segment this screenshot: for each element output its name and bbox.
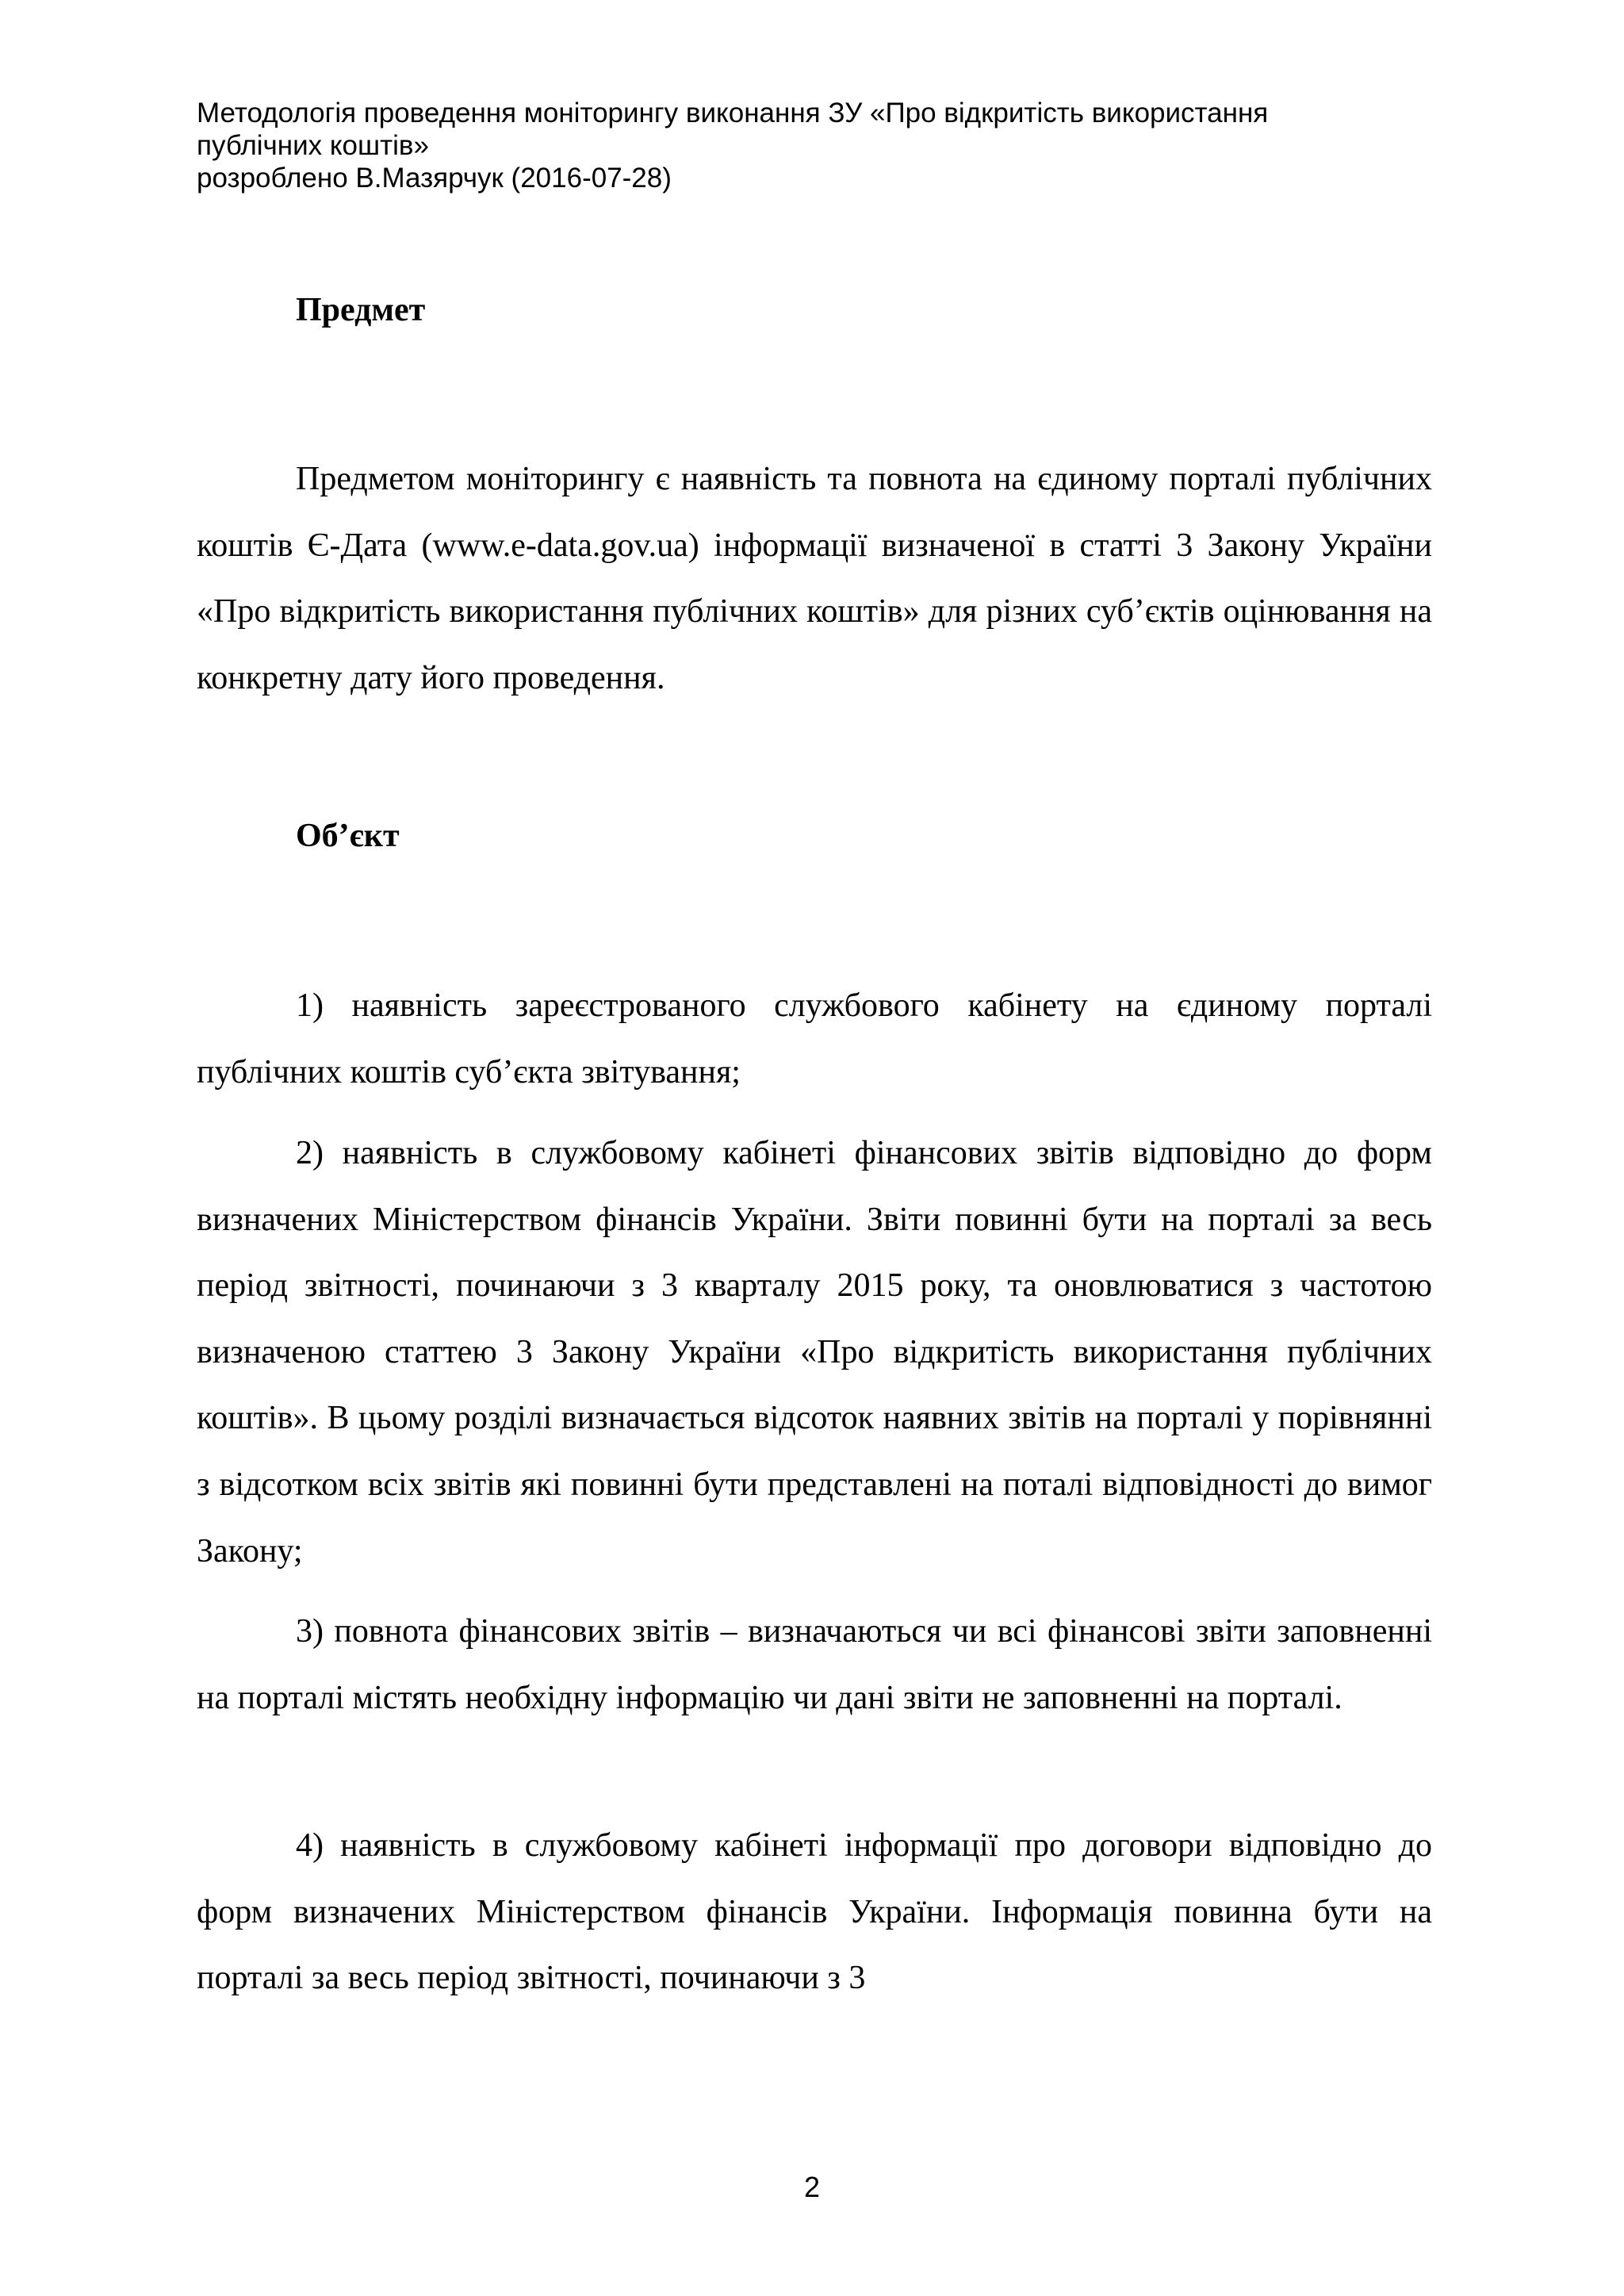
section-title-object: Об’єкт xyxy=(296,818,400,854)
header-line-2: публічних коштів» xyxy=(197,130,429,161)
header-line-3: розроблено В.Мазярчук (2016-07-28) xyxy=(197,163,672,194)
object-list-item-2: 2) наявність в службовому кабінеті фінансових звітів відповідно до форм визначених Міністерством фінансів України. Звіти повинні бути на порталі за весь період звітності, починаючи з 3 кварталу 2015 року, та оновлюватися з частотою визначеною статтею 3 Закону України «Про відкритість використання публічних коштів». В цьому розділі визначається відсоток наявних звітів на порталі у порівнянні з відсотком всіх звітів які повинні бути представлені на поталі відповідності до вимог Закону; xyxy=(197,1135,1432,1570)
document-header xyxy=(197,97,1434,194)
object-list-item-1: 1) наявність зареєстрованого службового кабінету на єдиному порталі публічних коштів суб’єкта звітування; xyxy=(197,987,1432,1091)
paragraph-subject: Предметом моніторингу є наявність та повнота на єдиному порталі публічних коштів Є-Дата (www.e-data.gov.ua) інформації визначеної в статті 3 Закону України «Про відкритість використання публічних коштів» для різних суб’єктів оцінювання на конкретну дату його проведення. xyxy=(197,461,1432,696)
header-line-1: Методологія проведення моніторингу виконання ЗУ «Про відкритість використання xyxy=(197,98,1269,128)
section-title-subject: Предмет xyxy=(296,292,426,328)
page-number: 2 xyxy=(803,2171,821,2203)
object-list-item-4: 4) наявність в службовому кабінеті інформації про договори відповідно до форм визначених Міністерством фінансів України. Інформація повинна бути на порталі за весь період звітності, починаючи з 3 xyxy=(197,1827,1432,1997)
object-list-item-3: 3) повнота фінансових звітів – визначаються чи всі фінансові звіти заповненні на порталі містять необхідну інформацію чи дані звіти не заповненні на порталі. xyxy=(197,1613,1432,1716)
